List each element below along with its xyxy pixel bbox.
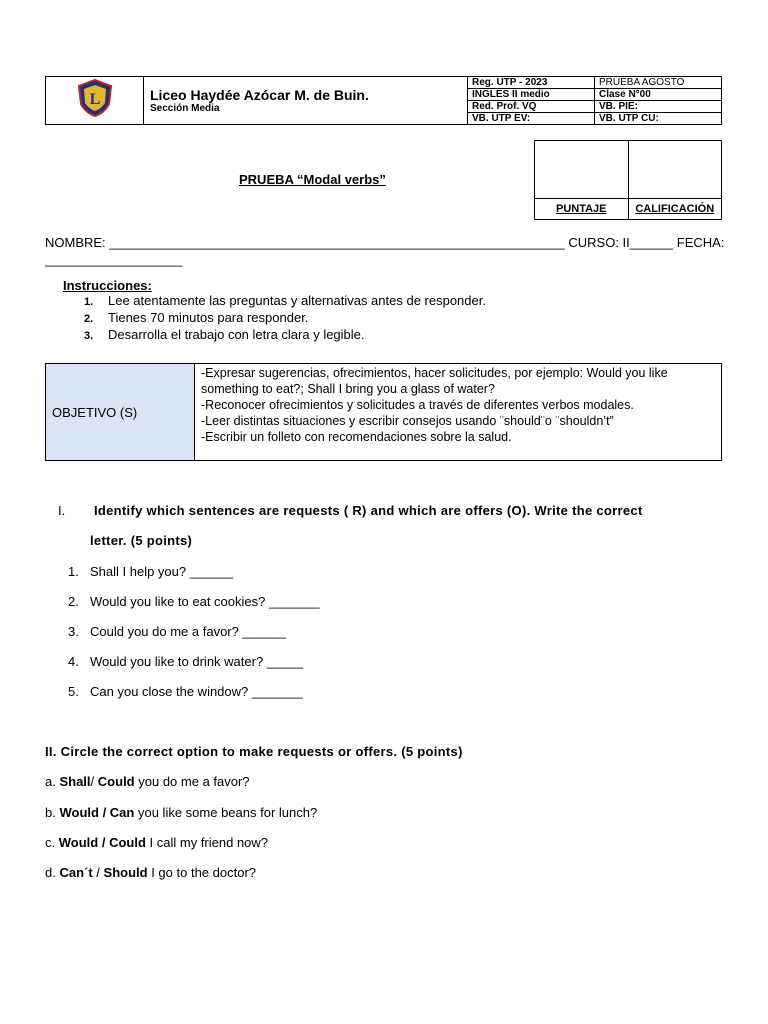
school-section: Sección Media — [150, 102, 220, 114]
meta-vb-utp-ev: VB. UTP EV: — [468, 113, 595, 125]
school-crest-icon — [76, 78, 114, 118]
objective-line: -Escribir un folleto con recomendaciones sobre la salud. — [201, 430, 512, 444]
section2-title: II. Circle the correct option to make requests or offers. (5 points) — [45, 744, 463, 759]
calificacion-box[interactable] — [628, 141, 722, 199]
instructions-list — [84, 293, 486, 344]
calificacion-label: CALIFICACIÓN — [628, 199, 722, 220]
objective-text — [195, 364, 722, 461]
question-item[interactable]: 3. Could you do me a favor? ______ — [68, 624, 286, 639]
meta-clase: Clase N°00 — [595, 89, 722, 101]
test-title: PRUEBA “Modal verbs” — [239, 172, 386, 187]
meta-ingles: INGLES II medio — [468, 89, 595, 101]
puntaje-box[interactable] — [535, 141, 629, 199]
meta-vb-utp-cu: VB. UTP CU: — [595, 113, 722, 125]
question-item[interactable]: 2. Would you like to eat cookies? _______ — [68, 594, 320, 609]
school-logo-cell — [46, 77, 144, 125]
option-item[interactable]: c. Would / Could I call my friend now? — [45, 835, 269, 850]
score-table — [534, 140, 722, 220]
section1-title: Identify which sentences are requests ( R) and which are offers (O). Write the correct — [94, 503, 643, 518]
option-choice[interactable]: Could — [109, 835, 146, 850]
option-item[interactable]: d. Can´t / Should I go to the doctor? — [45, 865, 256, 880]
puntaje-label: PUNTAJE — [535, 199, 629, 220]
option-choice[interactable]: Can´t — [59, 865, 93, 880]
instruction-item: 1. Lee atentamente las preguntas y alternativas antes de responder. — [84, 293, 486, 308]
header-table — [45, 76, 722, 125]
school-info-cell — [144, 77, 468, 125]
option-item[interactable]: b. Would / Can you like some beans for lunch? — [45, 805, 318, 820]
question-item[interactable]: 4. Would you like to drink water? _____ — [68, 654, 303, 669]
objective-label: OBJETIVO (S) — [46, 364, 195, 461]
question-item[interactable]: 1. Shall I help you? ______ — [68, 564, 234, 579]
meta-red-prof: Red. Prof. VQ — [468, 101, 595, 113]
objective-line: -Leer distintas situaciones y escribir consejos usando ¨should¨o ¨shouldn’t” — [201, 414, 614, 428]
school-name: Liceo Haydée Azócar M. de Buin. — [150, 86, 369, 103]
student-info-line[interactable]: NOMBRE: _______________________________________________________________ CURSO: II______ FECHA: ___________________ — [45, 235, 725, 267]
meta-vb-pie: VB. PIE: — [595, 101, 722, 113]
objective-line: -Reconocer ofrecimientos y solicitudes a través de diferentes verbos modales. — [201, 398, 634, 412]
meta-prueba: PRUEBA AGOSTO — [595, 77, 722, 89]
section1-roman: I. — [58, 503, 66, 518]
objective-line: -Expresar sugerencias, ofrecimientos, hacer solicitudes, por ejemplo: Would you like something to eat?; Shall I bring you a glass of water? — [201, 366, 668, 396]
option-choice[interactable]: Would — [59, 805, 99, 820]
instruction-item: 3. Desarrolla el trabajo con letra clara y legible. — [84, 327, 365, 342]
objective-table — [45, 363, 722, 461]
meta-reg-utp: Reg. UTP - 2023 — [468, 77, 595, 89]
svg-text:L: L — [89, 91, 100, 108]
option-choice[interactable]: Could — [97, 774, 135, 789]
question-item[interactable]: 5. Can you close the window? _______ — [68, 684, 303, 699]
option-choice[interactable]: Can — [109, 805, 135, 820]
instruction-item: 2. Tienes 70 minutos para responder. — [84, 310, 309, 325]
option-choice[interactable]: Should — [103, 865, 148, 880]
option-choice[interactable]: Would — [58, 835, 99, 850]
section1-title-cont: letter. (5 points) — [90, 533, 193, 548]
instructions-title: Instrucciones: — [63, 278, 152, 293]
option-choice[interactable]: Shall — [59, 774, 91, 789]
option-item[interactable]: a. Shall/ Could you do me a favor? — [45, 774, 250, 789]
